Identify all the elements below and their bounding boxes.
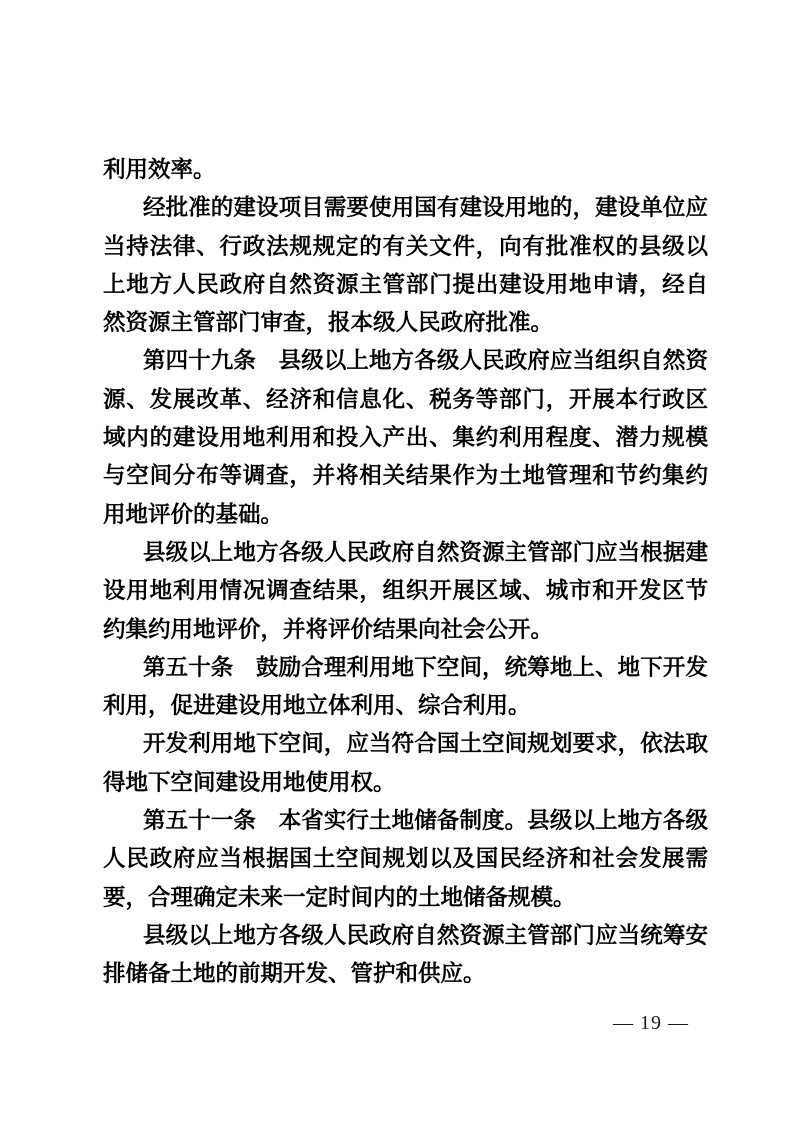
paragraph: 经批准的建设项目需要使用国有建设用地的，建设单位应当持法律、行政法规规定的有关文件，向有批准权的县级以上地方人民政府自然资源主管部门提出建设用地申请，经自然资源主管部门审查，报本级人民政府批准。 [103, 195, 708, 336]
text-block [103, 151, 708, 994]
article-paragraph: 第四十九条 县级以上地方各级人民政府应当组织自然资源、发展改革、经济和信息化、税务等部门，开展本行政区域内的建设用地利用和投入产出、集约利用程度、潜力规模与空间分布等调查，并将相关结果作为土地管理和节约集约用地评价的基础。 [103, 348, 708, 527]
paragraph: 县级以上地方各级人民政府自然资源主管部门应当统筹安排储备土地的前期开发、管护和供应。 [103, 922, 708, 987]
article-paragraph: 第五十条 鼓励合理利用地下空间，统筹地上、地下开发利用，促进建设用地立体利用、综合利用。 [103, 654, 708, 719]
article-number: 第四十九条 [143, 348, 257, 374]
article-paragraph: 第五十一条 本省实行土地储备制度。县级以上地方各级人民政府应当根据国土空间规划以及国民经济和社会发展需要，合理确定未来一定时间内的土地储备规模。 [103, 808, 708, 910]
paragraph: 县级以上地方各级人民政府自然资源主管部门应当根据建设用地利用情况调查结果，组织开展区域、城市和开发区节约集约用地评价，并将评价结果向社会公开。 [103, 539, 708, 642]
article-number: 第五十条 [143, 654, 234, 680]
paragraph: 开发利用地下空间，应当符合国土空间规划要求，依法取得地下空间建设用地使用权。 [103, 731, 708, 795]
page-number: — 19 — [613, 1012, 689, 1034]
article-number: 第五十一条 [143, 808, 257, 834]
paragraph: 利用效率。 [103, 157, 216, 182]
